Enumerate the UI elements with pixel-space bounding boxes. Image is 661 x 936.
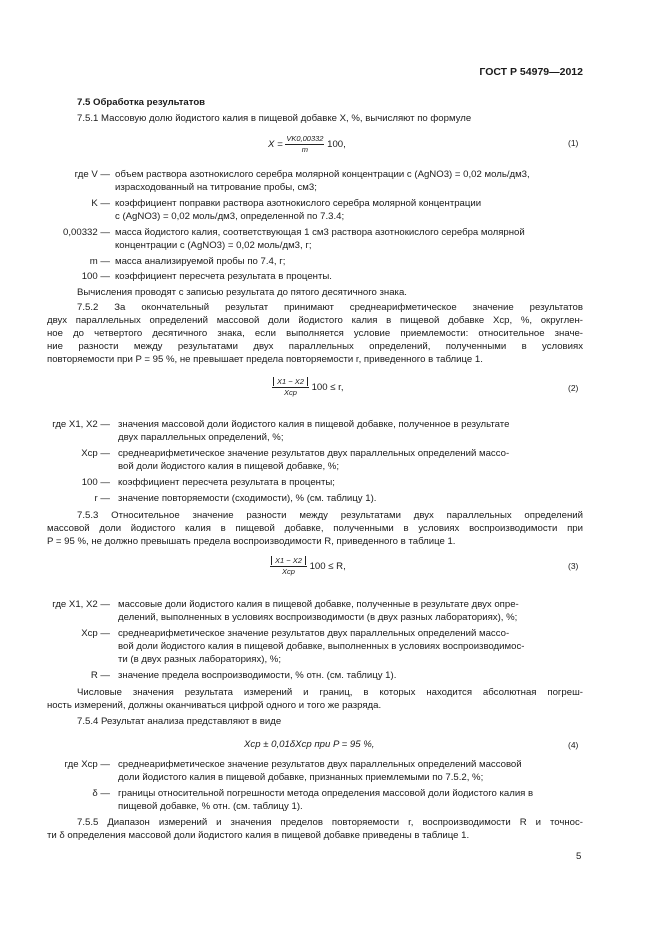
eq2-rhs: 100 ≤ r, [311, 382, 344, 394]
p752-line4: ние разности между результатами двух параллельных определений, полученными в условиях [47, 341, 583, 352]
p753-line3: P = 95 %, не должно превышать предела воспроизводимости R, приведенного в таблице 1. [47, 536, 456, 547]
paragraph-7-5-2 [47, 301, 583, 366]
eq1-fraction [285, 134, 324, 155]
where4-def-1-line1: границы относительной погрешности метода определения массовой доли йодистого калия в [118, 788, 534, 799]
where3-def-0 [118, 598, 583, 624]
equation-2 [272, 377, 344, 398]
where3-def-0-line2: делений, выполненных в условиях воспроизводимости (в двух разных лабораториях), %; [118, 612, 518, 623]
where3-def-1-line2: вой доли йодистого калия в пищевой добавке, выполненных в условиях воспроизводимос- [118, 641, 525, 652]
equation-4: Xср ± 0,01δXср при P = 95 %, [244, 739, 375, 750]
eq2-number: (2) [568, 383, 579, 393]
p-numeric-line2: ность измерений, должны оканчиваться цифрой одного и того же разряда. [47, 700, 382, 711]
where2-def-1-line2: вой доли йодистого калия в пищевой добавке, %; [118, 461, 339, 472]
where2-def-1 [118, 447, 583, 473]
page-number: 5 [576, 851, 582, 862]
eq4-number: (4) [568, 740, 579, 750]
where3-term-0: где X1, X2 — [52, 599, 110, 610]
eq1-numerator: VK0,00332 [286, 134, 324, 143]
where2-term-0: где X1, X2 — [52, 419, 110, 430]
where3-def-1 [118, 627, 583, 666]
where1-def-3: масса анализируемой пробы по 7.4, г; [115, 256, 286, 267]
where4-term-1: δ — [92, 788, 110, 799]
eq3-fraction [270, 556, 307, 577]
where4-def-1 [118, 787, 583, 813]
paragraph-7-5-3 [47, 509, 583, 548]
paragraph-7-5-1: 7.5.1 Массовую долю йодистого калия в пищевой добавке X, %, вычисляют по формуле [77, 113, 472, 124]
where2-def-0-line2: двух параллельных определений, %; [118, 432, 284, 443]
where2-def-3: значение повторяемости (сходимости), % (см. таблицу 1). [118, 493, 377, 504]
where2-def-0 [118, 418, 583, 444]
where1-def-4: коэффициент пересчета результата в проценты. [115, 271, 332, 282]
eq3-numerator [270, 556, 307, 567]
p752-line1: 7.5.2 За окончательный результат принимают среднеарифметическое значение результатов [77, 302, 583, 313]
paragraph-rounding: Вычисления проводят с записью результата до пятого десятичного знака. [77, 287, 407, 298]
eq1-number: (1) [568, 138, 579, 148]
where1-term-3: m — [89, 256, 110, 267]
where1-term-2: 0,00332 — [63, 227, 110, 238]
eq3-denominator: Xср [281, 567, 295, 576]
where1-def-0 [115, 168, 583, 194]
where1-def-1 [115, 197, 583, 223]
p755-line2: ти δ определения массовой доли йодистого калия в пищевой добавке приведены в таблице 1. [47, 830, 470, 841]
where2-def-0-line1: значения массовой доли йодистого калия в пищевой добавке, полученное в результате [118, 419, 510, 430]
document-header: ГОСТ Р 54979—2012 [479, 66, 583, 78]
equation-1 [268, 134, 346, 155]
eq3-number: (3) [568, 561, 579, 571]
where3-def-0-line1: массовые доли йодистого калия в пищевой добавке, полученные в результате двух опре- [118, 599, 519, 610]
eq3-abs-difference: X1 − X2 [271, 556, 306, 565]
where3-def-2: значение предела воспроизводимости, % отн. (см. таблицу 1). [118, 670, 397, 681]
eq1-denominator: m [301, 145, 309, 154]
where1-def-2-line2: концентрации c (AgNO3) = 0,02 моль/дм3, г; [115, 240, 312, 251]
p752-line5: повторяемости при P = 95 %, не превышает предела повторяемости r, приведенного в таблице 1. [47, 354, 483, 365]
where2-def-2: коэффициент пересчета результата в проценты; [118, 477, 335, 488]
where4-def-0-line1: среднеарифметическое значение результатов двух параллельных определений массовой [118, 759, 522, 770]
paragraph-7-5-4: 7.5.4 Результат анализа представляют в виде [77, 716, 282, 727]
p-numeric-line1: Числовые значения результата измерений и границ, в которых находится абсолютная погреш- [77, 687, 583, 698]
where4-term-0: где Xср — [64, 759, 110, 770]
section-title: 7.5 Обработка результатов [77, 97, 206, 108]
where4-def-1-line2: пищевой добавке, % отн. (см. таблицу 1). [118, 801, 303, 812]
p753-line2: массовой доли йодистого калия в пищевой добавке, полученными в условиях воспроизводимости при [47, 523, 583, 534]
eq2-fraction [272, 377, 309, 398]
where1-def-2 [115, 226, 583, 252]
where1-def-2-line1: масса йодистого калия, соответствующая 1 см3 раствора азотнокислого серебра молярной [115, 227, 525, 238]
where1-term-4: 100 — [81, 271, 110, 282]
eq1-rhs: 100, [327, 139, 346, 151]
where2-term-1: Xср — [81, 448, 110, 459]
where3-def-1-line3: ти (в двух разных лабораториях), %; [118, 654, 281, 665]
where4-def-0 [118, 758, 583, 784]
eq2-denominator: Xср [283, 388, 297, 397]
p752-line2: двух параллельных определений массовой доли йодистого калия в пищевой добавке Xср, %, округлен- [47, 315, 583, 326]
where1-def-1-line2: c (AgNO3) = 0,02 моль/дм3, определенной по 7.3.4; [115, 211, 345, 222]
where1-term-0: где V — [74, 169, 110, 180]
p752-line3: ное до четвертого десятичного знака, если выполняется условие приемлемости: относительное значе- [47, 328, 583, 339]
where3-term-1: Xср — [81, 628, 110, 639]
where1-def-0-line2: израсходованный на титрование пробы, см3; [115, 182, 317, 193]
paragraph-numeric-values [47, 686, 583, 712]
eq1-lhs: X = [268, 139, 283, 151]
p753-line1: 7.5.3 Относительное значение разности между результатами двух параллельных определений [77, 510, 583, 521]
eq2-numerator [272, 377, 309, 388]
where2-term-3: r — [94, 493, 110, 504]
where3-term-2: R — [90, 670, 110, 681]
where1-def-0-line1: объем раствора азотнокислого серебра молярной концентрации c (AgNO3) = 0,02 моль/дм3, [115, 169, 530, 180]
p755-line1: 7.5.5 Диапазон измерений и значения пределов повторяемости r, воспроизводимости R и точнос- [77, 817, 583, 828]
eq3-rhs: 100 ≤ R, [309, 561, 346, 573]
where2-def-1-line1: среднеарифметическое значение результатов двух параллельных определений массо- [118, 448, 510, 459]
equation-3 [270, 556, 346, 577]
where2-term-2: 100 — [81, 477, 110, 488]
eq2-abs-difference: X1 − X2 [273, 377, 308, 386]
where1-term-1: K — [91, 198, 110, 209]
where1-def-1-line1: коэффициент поправки раствора азотнокислого серебра молярной концентрации [115, 198, 482, 209]
paragraph-7-5-5 [47, 816, 583, 842]
where4-def-0-line2: доли йодистого калия в пищевой добавке, признанных приемлемыми по 7.5.2, %; [118, 772, 484, 783]
where3-def-1-line1: среднеарифметическое значение результатов двух параллельных определений массо- [118, 628, 510, 639]
